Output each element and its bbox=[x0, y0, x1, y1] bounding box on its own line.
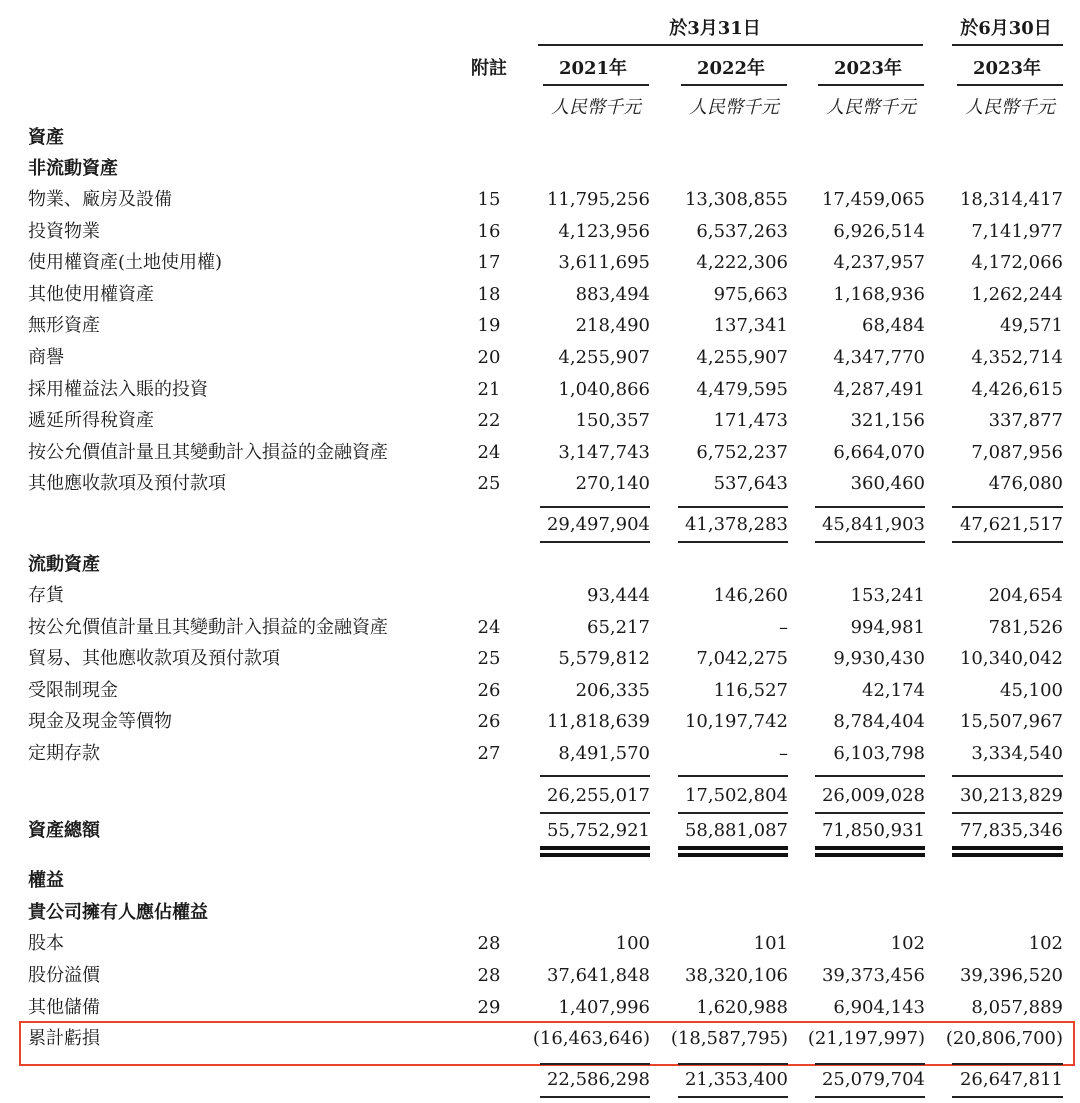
row-value: 153,241 bbox=[850, 585, 925, 606]
row-value: 4,255,907 bbox=[696, 347, 788, 368]
row-value: 10,340,042 bbox=[959, 648, 1063, 670]
row-value: 781,526 bbox=[988, 616, 1063, 638]
row-value: 537,643 bbox=[713, 473, 788, 495]
row-value: 150,357 bbox=[575, 410, 650, 432]
subtotal-rule bbox=[815, 1063, 925, 1065]
year-rule bbox=[818, 84, 924, 86]
row-value: 7,042,275 bbox=[696, 648, 788, 670]
row-note: 25 bbox=[477, 648, 501, 670]
row-value: (16,463,646) bbox=[532, 1028, 650, 1050]
row-value: 6,537,263 bbox=[696, 220, 788, 242]
row-note: 28 bbox=[477, 964, 501, 986]
year-header: 2023年 bbox=[833, 58, 903, 79]
total-assets-value: 71,850,931 bbox=[821, 820, 925, 841]
row-value: 100 bbox=[615, 933, 650, 954]
subtotal-rule bbox=[815, 1096, 925, 1098]
row-value: 3,611,695 bbox=[558, 252, 650, 274]
double-rule bbox=[678, 853, 788, 857]
row-value: 5,579,812 bbox=[558, 648, 650, 670]
row-label: 累計虧損 bbox=[28, 1028, 100, 1050]
row-value: 171,473 bbox=[713, 410, 788, 432]
row-value: 6,904,143 bbox=[833, 996, 925, 1018]
subtotal-rule bbox=[540, 812, 650, 814]
row-value: 270,140 bbox=[575, 473, 650, 495]
subtotal-rule bbox=[952, 506, 1063, 508]
year-header: 2023年 bbox=[972, 58, 1042, 79]
row-note: 22 bbox=[477, 410, 501, 432]
row-label: 現金及現金等價物 bbox=[28, 711, 172, 733]
row-value: 6,926,514 bbox=[833, 220, 925, 242]
row-label: 定期存款 bbox=[28, 743, 100, 764]
subtotal-rule bbox=[540, 775, 650, 777]
double-rule bbox=[678, 846, 788, 850]
row-value: 101 bbox=[753, 933, 788, 954]
row-value: 8,491,570 bbox=[558, 743, 650, 764]
subtotal-rule bbox=[815, 775, 925, 777]
subtotal-rule bbox=[540, 541, 650, 543]
row-label: 投資物業 bbox=[28, 220, 100, 242]
row-value: 116,527 bbox=[713, 679, 788, 701]
row-label: 股份溢價 bbox=[28, 964, 100, 986]
row-value: 11,795,256 bbox=[546, 189, 650, 210]
row-value: 65,217 bbox=[587, 616, 650, 638]
section-equity: 權益 bbox=[28, 870, 64, 891]
row-value: 4,123,956 bbox=[558, 220, 650, 242]
row-label: 採用權益法入賬的投資 bbox=[28, 378, 208, 400]
subtotal-rule bbox=[815, 541, 925, 543]
non-current-total: 41,378,283 bbox=[684, 514, 788, 535]
row-note: 24 bbox=[477, 616, 501, 638]
subtotal-rule bbox=[678, 506, 788, 508]
row-label: 遞延所得稅資產 bbox=[28, 410, 154, 432]
row-value: 93,444 bbox=[587, 585, 650, 606]
double-rule bbox=[952, 853, 1063, 857]
row-note: 29 bbox=[477, 996, 501, 1018]
row-value: 10,197,742 bbox=[684, 711, 788, 733]
row-note: 28 bbox=[477, 933, 501, 954]
row-note: 17 bbox=[477, 252, 501, 274]
row-value: 3,334,540 bbox=[971, 743, 1063, 764]
row-value: 7,087,956 bbox=[971, 441, 1063, 463]
subtotal-rule bbox=[952, 541, 1063, 543]
row-value: 3,147,743 bbox=[558, 441, 650, 463]
row-value: 883,494 bbox=[575, 283, 650, 305]
unit-label: 人民幣千元 bbox=[551, 97, 641, 118]
row-label: 使用權資產(土地使用權) bbox=[28, 252, 223, 274]
total-assets-value: 55,752,921 bbox=[546, 820, 650, 841]
row-value: 975,663 bbox=[713, 283, 788, 305]
current-total: 30,213,829 bbox=[959, 785, 1063, 806]
row-value: 994,981 bbox=[850, 616, 925, 638]
row-value: 37,641,848 bbox=[546, 964, 650, 986]
row-value: 4,352,714 bbox=[971, 347, 1063, 368]
section-current-assets: 流動資產 bbox=[28, 554, 100, 575]
row-value: 8,784,404 bbox=[833, 711, 925, 733]
row-value: 137,341 bbox=[713, 315, 788, 337]
row-value: 146,260 bbox=[713, 585, 788, 606]
subtotal-rule bbox=[952, 775, 1063, 777]
row-value: 18,314,417 bbox=[959, 189, 1063, 210]
row-label: 其他應收款項及預付款項 bbox=[28, 473, 226, 495]
row-value: 4,426,615 bbox=[971, 378, 1063, 400]
row-value: 4,172,066 bbox=[971, 252, 1063, 274]
row-value: 39,396,520 bbox=[959, 964, 1063, 986]
group-header-march: 於3月31日 bbox=[669, 18, 761, 39]
row-value: 1,407,996 bbox=[558, 996, 650, 1018]
total-assets-value: 77,835,346 bbox=[959, 820, 1063, 841]
current-total: 26,255,017 bbox=[546, 785, 650, 806]
row-value: 4,287,491 bbox=[833, 378, 925, 400]
row-value: 321,156 bbox=[850, 410, 925, 432]
subtotal-rule bbox=[678, 812, 788, 814]
row-note: 26 bbox=[477, 711, 501, 733]
subtotal-rule bbox=[952, 812, 1063, 814]
row-note: 21 bbox=[477, 378, 501, 400]
subtotal-rule bbox=[678, 775, 788, 777]
subtotal-rule bbox=[815, 506, 925, 508]
row-value: 337,877 bbox=[988, 410, 1063, 432]
row-value: 476,080 bbox=[988, 473, 1063, 495]
total-assets-value: 58,881,087 bbox=[684, 820, 788, 841]
non-current-total: 47,621,517 bbox=[959, 514, 1063, 535]
row-value: 1,262,244 bbox=[971, 283, 1063, 305]
row-value: 4,347,770 bbox=[833, 347, 925, 368]
row-value: 13,308,855 bbox=[684, 189, 788, 210]
total-assets-label: 資產總額 bbox=[28, 820, 100, 841]
row-note: 18 bbox=[477, 283, 501, 305]
subtotal-rule bbox=[540, 506, 650, 508]
double-rule bbox=[540, 846, 650, 850]
row-value: 360,460 bbox=[850, 473, 925, 495]
row-value: 102 bbox=[890, 933, 925, 954]
row-note: 27 bbox=[477, 743, 501, 764]
row-label: 其他儲備 bbox=[28, 996, 100, 1018]
row-value: (20,806,700) bbox=[945, 1028, 1063, 1050]
row-value: 1,040,866 bbox=[558, 378, 650, 400]
row-label: 物業、廠房及設備 bbox=[28, 189, 172, 210]
unit-label: 人民幣千元 bbox=[689, 97, 779, 118]
row-note: 15 bbox=[477, 189, 501, 210]
row-value: 45,100 bbox=[1000, 679, 1063, 701]
row-value: 4,479,595 bbox=[696, 378, 788, 400]
row-label: 貿易、其他應收款項及預付款項 bbox=[28, 648, 280, 670]
row-value: 49,571 bbox=[1000, 315, 1063, 337]
row-label: 存貨 bbox=[28, 585, 64, 606]
section-equity-owners: 貴公司擁有人應佔權益 bbox=[28, 902, 208, 923]
year-header: 2022年 bbox=[696, 58, 766, 79]
row-value: (18,587,795) bbox=[670, 1028, 788, 1050]
row-value: – bbox=[779, 743, 788, 764]
row-value: 4,255,907 bbox=[558, 347, 650, 368]
subtotal-rule bbox=[952, 1063, 1063, 1065]
row-value: 204,654 bbox=[988, 585, 1063, 606]
non-current-total: 29,497,904 bbox=[546, 514, 650, 535]
row-value: 1,168,936 bbox=[833, 283, 925, 305]
row-value: 68,484 bbox=[862, 315, 925, 337]
double-rule bbox=[952, 846, 1063, 850]
row-value: 15,507,967 bbox=[959, 711, 1063, 733]
row-value: 6,752,237 bbox=[696, 441, 788, 463]
row-value: 7,141,977 bbox=[971, 220, 1063, 242]
equity-total: 26,647,811 bbox=[959, 1069, 1063, 1090]
row-label: 按公允價值計量且其變動計入損益的金融資產 bbox=[28, 441, 388, 463]
subtotal-rule bbox=[540, 1096, 650, 1098]
row-value: 17,459,065 bbox=[821, 189, 925, 210]
year-rule bbox=[681, 84, 787, 86]
row-note: 20 bbox=[477, 347, 501, 368]
unit-label: 人民幣千元 bbox=[826, 97, 916, 118]
row-note: 25 bbox=[477, 473, 501, 495]
note-column-header: 附註 bbox=[471, 58, 507, 79]
double-rule bbox=[815, 846, 925, 850]
double-rule bbox=[815, 853, 925, 857]
row-value: 11,818,639 bbox=[546, 711, 650, 733]
row-label: 其他使用權資產 bbox=[28, 283, 154, 305]
current-total: 17,502,804 bbox=[684, 785, 788, 806]
current-total: 26,009,028 bbox=[821, 785, 925, 806]
row-label: 商譽 bbox=[28, 347, 64, 368]
row-value: 42,174 bbox=[862, 679, 925, 701]
equity-total: 21,353,400 bbox=[684, 1069, 788, 1090]
subtotal-rule bbox=[952, 1096, 1063, 1098]
equity-total: 22,586,298 bbox=[546, 1069, 650, 1090]
row-note: 26 bbox=[477, 679, 501, 701]
row-value: – bbox=[779, 616, 788, 638]
group-rule-june bbox=[952, 44, 1063, 46]
group-rule-march bbox=[538, 44, 923, 46]
row-value: 39,373,456 bbox=[821, 964, 925, 986]
year-rule bbox=[957, 84, 1063, 86]
row-label: 受限制現金 bbox=[28, 679, 118, 701]
row-label: 無形資產 bbox=[28, 315, 100, 337]
section-non-current-assets: 非流動資產 bbox=[28, 158, 118, 179]
subtotal-rule bbox=[678, 1063, 788, 1065]
double-rule bbox=[540, 853, 650, 857]
equity-total: 25,079,704 bbox=[821, 1069, 925, 1090]
unit-label: 人民幣千元 bbox=[965, 97, 1055, 118]
row-note: 19 bbox=[477, 315, 501, 337]
row-value: 6,664,070 bbox=[833, 441, 925, 463]
row-note: 16 bbox=[477, 220, 501, 242]
subtotal-rule bbox=[815, 812, 925, 814]
highlight-box bbox=[19, 1021, 1075, 1066]
row-note: 24 bbox=[477, 441, 501, 463]
row-value: 206,335 bbox=[575, 679, 650, 701]
row-value: 1,620,988 bbox=[696, 996, 788, 1018]
row-value: 9,930,430 bbox=[833, 648, 925, 670]
row-value: 4,222,306 bbox=[696, 252, 788, 274]
row-label: 按公允價值計量且其變動計入損益的金融資產 bbox=[28, 616, 388, 638]
subtotal-rule bbox=[678, 541, 788, 543]
row-value: 6,103,798 bbox=[833, 743, 925, 764]
row-value: 8,057,889 bbox=[971, 996, 1063, 1018]
row-value: (21,197,997) bbox=[807, 1028, 925, 1050]
year-header: 2021年 bbox=[558, 58, 628, 79]
group-header-june: 於6月30日 bbox=[960, 18, 1052, 39]
row-value: 102 bbox=[1028, 933, 1063, 954]
non-current-total: 45,841,903 bbox=[821, 514, 925, 535]
subtotal-rule bbox=[678, 1096, 788, 1098]
row-label: 股本 bbox=[28, 933, 64, 954]
row-value: 38,320,106 bbox=[684, 964, 788, 986]
subtotal-rule bbox=[540, 1063, 650, 1065]
row-value: 218,490 bbox=[575, 315, 650, 337]
section-assets: 資產 bbox=[28, 127, 64, 148]
year-rule bbox=[543, 84, 649, 86]
row-value: 4,237,957 bbox=[833, 252, 925, 274]
